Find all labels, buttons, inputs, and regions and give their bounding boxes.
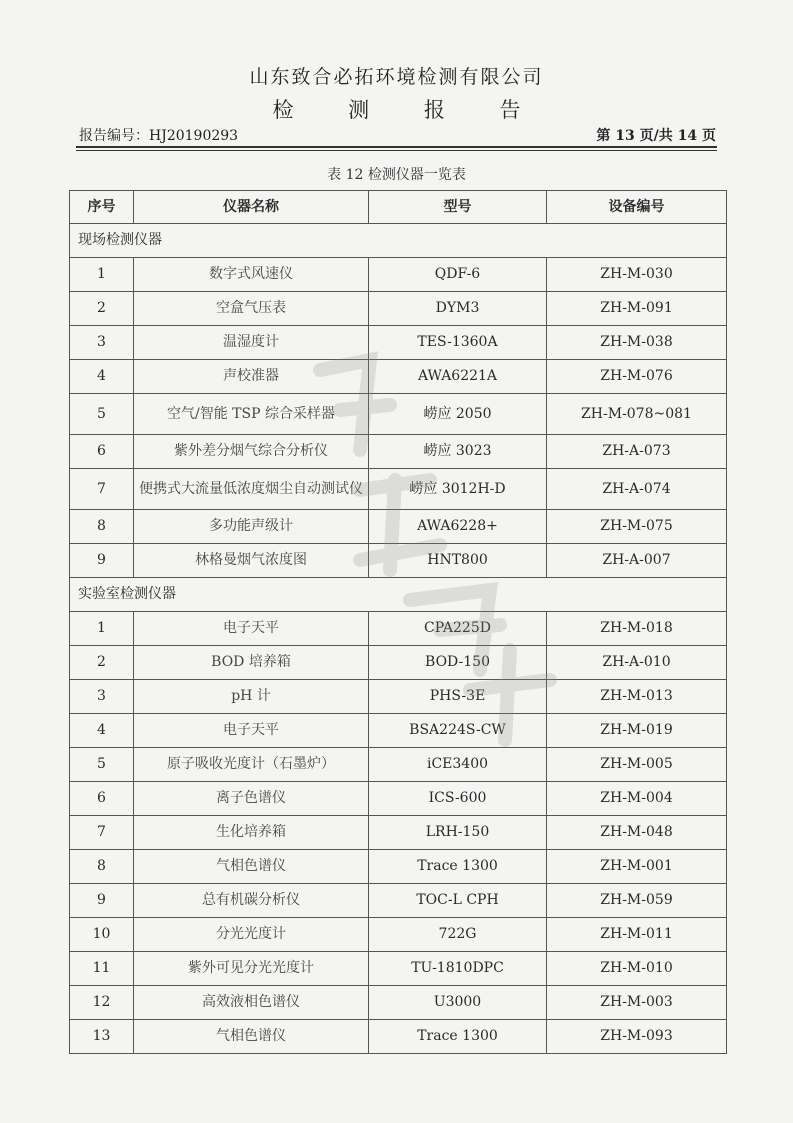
table-row [70, 748, 727, 782]
cell-equipment-id: ZH-M-003 [547, 986, 727, 1020]
cell-seq: 4 [70, 360, 134, 394]
cell-equipment-id: ZH-A-007 [547, 544, 727, 578]
cell-equipment-id: ZH-M-048 [547, 816, 727, 850]
cell-model: iCE3400 [369, 748, 547, 782]
cell-model: HNT800 [369, 544, 547, 578]
cell-model: U3000 [369, 986, 547, 1020]
cell-equipment-id: ZH-M-038 [547, 326, 727, 360]
cell-model: AWA6221A [369, 360, 547, 394]
cell-equipment-id: ZH-M-013 [547, 680, 727, 714]
cell-seq: 1 [70, 258, 134, 292]
col-header-id: 设备编号 [547, 191, 727, 224]
cell-model: TOC-L CPH [369, 884, 547, 918]
cell-equipment-id: ZH-M-005 [547, 748, 727, 782]
cell-equipment-id: ZH-A-073 [547, 435, 727, 469]
cell-model: 722G [369, 918, 547, 952]
section-header-row [70, 578, 727, 612]
table-row [70, 884, 727, 918]
cell-seq: 11 [70, 952, 134, 986]
cell-equipment-id: ZH-M-004 [547, 782, 727, 816]
cell-instrument-name: 空盒气压表 [134, 292, 369, 326]
table-row [70, 292, 727, 326]
cell-seq: 6 [70, 435, 134, 469]
cell-model: BSA224S-CW [369, 714, 547, 748]
cell-instrument-name: BOD 培养箱 [134, 646, 369, 680]
table-row [70, 360, 727, 394]
table-row [70, 782, 727, 816]
cell-instrument-name: pH 计 [134, 680, 369, 714]
cell-model: TU-1810DPC [369, 952, 547, 986]
cell-instrument-name: 林格曼烟气浓度图 [134, 544, 369, 578]
section-title: 实验室检测仪器 [70, 578, 727, 612]
cell-model: CPA225D [369, 612, 547, 646]
table-header-row [70, 191, 727, 224]
cell-model: Trace 1300 [369, 1020, 547, 1054]
cell-model: 崂应 3023 [369, 435, 547, 469]
cell-seq: 8 [70, 510, 134, 544]
cell-seq: 13 [70, 1020, 134, 1054]
cell-model: Trace 1300 [369, 850, 547, 884]
cell-instrument-name: 原子吸收光度计（石墨炉） [134, 748, 369, 782]
header-rule-thin [76, 150, 717, 151]
cell-seq: 10 [70, 918, 134, 952]
table-row [70, 646, 727, 680]
cell-instrument-name: 气相色谱仪 [134, 1020, 369, 1054]
cell-seq: 7 [70, 469, 134, 510]
cell-seq: 4 [70, 714, 134, 748]
cell-equipment-id: ZH-M-075 [547, 510, 727, 544]
cell-seq: 5 [70, 394, 134, 435]
cell-seq: 3 [70, 680, 134, 714]
cell-instrument-name: 紫外可见分光光度计 [134, 952, 369, 986]
cell-instrument-name: 电子天平 [134, 612, 369, 646]
cell-instrument-name: 总有机碳分析仪 [134, 884, 369, 918]
cell-instrument-name: 高效液相色谱仪 [134, 986, 369, 1020]
section-header-row [70, 224, 727, 258]
cell-equipment-id: ZH-M-018 [547, 612, 727, 646]
table-row [70, 394, 727, 435]
col-header-model: 型号 [369, 191, 547, 224]
cell-equipment-id: ZH-M-030 [547, 258, 727, 292]
cell-seq: 5 [70, 748, 134, 782]
cell-seq: 6 [70, 782, 134, 816]
cell-seq: 2 [70, 646, 134, 680]
header-rule-thick [76, 146, 717, 148]
table-row [70, 544, 727, 578]
cell-seq: 7 [70, 816, 134, 850]
table-row [70, 714, 727, 748]
cell-model: PHS-3E [369, 680, 547, 714]
table-row [70, 612, 727, 646]
cell-instrument-name: 便携式大流量低浓度烟尘自动测试仪 [134, 469, 369, 510]
cell-model: BOD-150 [369, 646, 547, 680]
cell-model: TES-1360A [369, 326, 547, 360]
cell-model: 崂应 2050 [369, 394, 547, 435]
cell-instrument-name: 声校准器 [134, 360, 369, 394]
table-row [70, 326, 727, 360]
cell-seq: 12 [70, 986, 134, 1020]
cell-equipment-id: ZH-M-093 [547, 1020, 727, 1054]
col-header-name: 仪器名称 [134, 191, 369, 224]
cell-model: ICS-600 [369, 782, 547, 816]
cell-equipment-id: ZH-M-059 [547, 884, 727, 918]
col-header-seq: 序号 [70, 191, 134, 224]
report-number: 报告编号：HJ20190293 [79, 128, 239, 144]
cell-seq: 9 [70, 884, 134, 918]
cell-seq: 2 [70, 292, 134, 326]
table-row [70, 680, 727, 714]
section-title: 现场检测仪器 [70, 224, 727, 258]
cell-seq: 9 [70, 544, 134, 578]
table-row [70, 850, 727, 884]
page-number: 第 13 页/共 14 页 [596, 128, 716, 144]
cell-model: AWA6228+ [369, 510, 547, 544]
cell-equipment-id: ZH-M-019 [547, 714, 727, 748]
cell-equipment-id: ZH-A-010 [547, 646, 727, 680]
cell-equipment-id: ZH-M-011 [547, 918, 727, 952]
table-caption: 表 12 检测仪器一览表 [327, 167, 466, 183]
cell-equipment-id: ZH-M-010 [547, 952, 727, 986]
cell-instrument-name: 数字式风速仪 [134, 258, 369, 292]
cell-model: LRH-150 [369, 816, 547, 850]
cell-seq: 3 [70, 326, 134, 360]
cell-instrument-name: 气相色谱仪 [134, 850, 369, 884]
table-row [70, 435, 727, 469]
table-row [70, 816, 727, 850]
cell-equipment-id: ZH-M-078~081 [547, 394, 727, 435]
table-row [70, 986, 727, 1020]
cell-model: 崂应 3012H-D [369, 469, 547, 510]
cell-instrument-name: 紫外差分烟气综合分析仪 [134, 435, 369, 469]
table-row [70, 469, 727, 510]
table-row [70, 258, 727, 292]
cell-seq: 8 [70, 850, 134, 884]
table-row [70, 1020, 727, 1054]
cell-equipment-id: ZH-M-091 [547, 292, 727, 326]
cell-instrument-name: 电子天平 [134, 714, 369, 748]
table-row [70, 952, 727, 986]
company-name: 山东致合必拓环境检测有限公司 [249, 66, 544, 88]
cell-seq: 1 [70, 612, 134, 646]
table-row [70, 918, 727, 952]
instrument-table [69, 190, 727, 1054]
table-row [70, 510, 727, 544]
cell-instrument-name: 分光光度计 [134, 918, 369, 952]
cell-instrument-name: 空气/智能 TSP 综合采样器 [134, 394, 369, 435]
document-title: 检 测 报 告 [272, 98, 545, 122]
cell-equipment-id: ZH-A-074 [547, 469, 727, 510]
cell-instrument-name: 多功能声级计 [134, 510, 369, 544]
cell-instrument-name: 生化培养箱 [134, 816, 369, 850]
cell-model: QDF-6 [369, 258, 547, 292]
cell-instrument-name: 温湿度计 [134, 326, 369, 360]
cell-instrument-name: 离子色谱仪 [134, 782, 369, 816]
cell-equipment-id: ZH-M-076 [547, 360, 727, 394]
cell-model: DYM3 [369, 292, 547, 326]
cell-equipment-id: ZH-M-001 [547, 850, 727, 884]
